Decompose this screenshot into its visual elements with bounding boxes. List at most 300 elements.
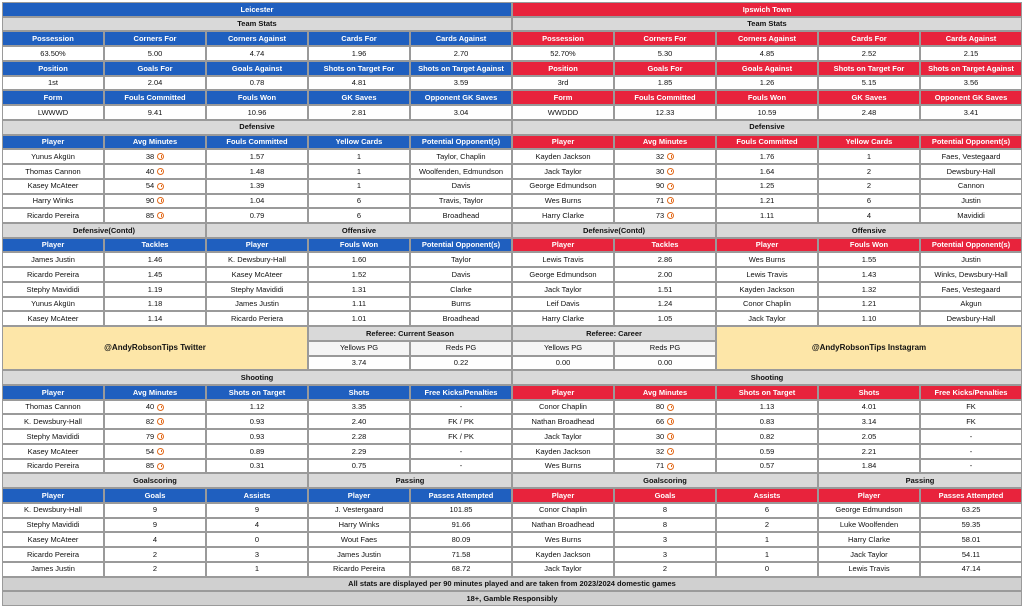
stopwatch-icon [157,183,164,190]
home-goals: 9 [104,518,206,533]
home-shooting-header: Player [2,385,104,400]
away-team-stat-value: 1.85 [614,76,716,91]
away-offensive-opponents: Akgun [920,297,1022,312]
home-team-stat-header: Goals For [104,61,206,76]
away-passing-player: Lewis Travis [818,562,920,577]
home-defcontd-player: Ricardo Pereira [2,267,104,282]
stopwatch-icon [157,448,164,455]
away-shots-on-target: 1.13 [716,400,818,415]
away-fouls-won: 1.32 [818,282,920,297]
home-tackles: 1.14 [104,311,206,326]
away-potential-opponents: Mavididi [920,208,1022,223]
avg-minutes-value: 32 [655,446,665,456]
away-fk-pk: - [920,429,1022,444]
home-passes-attempted: 80.09 [410,532,512,547]
home-goals: 2 [104,547,206,562]
avg-minutes-cell [104,164,206,179]
home-shots-on-target: 0.89 [206,444,308,459]
home-offensive-header: Fouls Won [308,238,410,253]
home-goalscoring-player: James Justin [2,562,104,577]
home-fouls-committed: 0.79 [206,208,308,223]
home-tackles: 1.46 [104,252,206,267]
home-shots-on-target: 0.31 [206,459,308,474]
away-passing-title: Passing [818,473,1022,488]
away-team-stat-value: 3.41 [920,105,1022,120]
home-passing-title: Passing [308,473,512,488]
home-shots: 2.28 [308,429,410,444]
away-assists: 0 [716,562,818,577]
away-team-stat-value: WWDDD [512,105,614,120]
home-team-stat-value: 3.04 [410,105,512,120]
avg-minutes-value: 40 [145,166,155,176]
away-offensive-opponents: Winks, Dewsbury-Hall [920,267,1022,282]
stopwatch-icon [667,153,674,160]
away-assists: 1 [716,547,818,562]
away-shots-on-target: 0.83 [716,414,818,429]
away-team-stat-value: 2.48 [818,105,920,120]
home-team-stat-header: Possession [2,31,104,46]
away-team-stat-header: Cards Against [920,31,1022,46]
home-passes-attempted: 71.58 [410,547,512,562]
home-team-stat-value: 2.81 [308,105,410,120]
avg-minutes-value: 90 [655,181,665,191]
avg-minutes-cell [614,179,716,194]
away-goalscoring-player: Nathan Broadhead [512,518,614,533]
avg-minutes-cell [614,459,716,474]
away-shots-on-target: 0.57 [716,459,818,474]
home-passing-player: Wout Faes [308,532,410,547]
away-defensive-player: Jack Taylor [512,164,614,179]
home-defensive-player: Kasey McAteer [2,179,104,194]
away-team-stat-header: Corners Against [716,31,818,46]
away-yellow-cards: 6 [818,194,920,209]
home-defensive-player: Thomas Cannon [2,164,104,179]
away-potential-opponents: Cannon [920,179,1022,194]
away-shots-on-target: 0.59 [716,444,818,459]
home-potential-opponents: Broadhead [410,208,512,223]
referee-reds-career: 0.00 [614,356,716,371]
home-shots-on-target: 0.93 [206,414,308,429]
home-offensive-title: Offensive [206,223,512,238]
away-shooting-player: Wes Burns [512,459,614,474]
home-team-stat-header: GK Saves [308,90,410,105]
away-defcontd-player: George Edmundson [512,267,614,282]
home-potential-opponents: Taylor, Chaplin [410,149,512,164]
away-passing-header: Passes Attempted [920,488,1022,503]
home-yellow-cards: 6 [308,208,410,223]
home-team-stat-value: LWWWD [2,105,104,120]
stopwatch-icon [667,463,674,470]
away-potential-opponents: Justin [920,194,1022,209]
away-defcontd-header: Player [512,238,614,253]
stopwatch-icon [667,448,674,455]
away-offensive-header: Player [716,238,818,253]
referee-career-title: Referee: Career [512,326,716,341]
home-team-stat-value: 4.74 [206,46,308,61]
home-passes-attempted: 91.66 [410,518,512,533]
away-defensive-header: Player [512,135,614,150]
home-shooting-player: K. Dewsbury-Hall [2,414,104,429]
home-passing-player: J. Vestergaard [308,503,410,518]
away-fouls-won: 1.43 [818,267,920,282]
away-defcontd-header: Tackles [614,238,716,253]
home-offensive-player: K. Dewsbury-Hall [206,252,308,267]
away-fouls-won: 1.21 [818,297,920,312]
away-shots: 3.14 [818,414,920,429]
avg-minutes-cell [104,444,206,459]
home-team-stat-header: Corners Against [206,31,308,46]
home-team-stat-value: 10.96 [206,105,308,120]
away-potential-opponents: Faes, Vestegaard [920,149,1022,164]
home-team-stat-value: 63.50% [2,46,104,61]
away-fouls-committed: 1.21 [716,194,818,209]
away-offensive-opponents: Faes, Vestegaard [920,282,1022,297]
home-shooting-header: Shots [308,385,410,400]
referee-header: Reds PG [614,341,716,356]
home-defensive-player: Yunus Akgün [2,149,104,164]
home-fouls-won: 1.60 [308,252,410,267]
away-offensive-opponents: Dewsbury-Hall [920,311,1022,326]
home-shots: 0.75 [308,459,410,474]
home-team-stats-title: Team Stats [2,17,512,32]
home-fk-pk: - [410,444,512,459]
away-passes-attempted: 63.25 [920,503,1022,518]
home-defensive-player: Harry Winks [2,194,104,209]
home-defensive-contd-title: Defensive(Contd) [2,223,206,238]
home-passing-player: Harry Winks [308,518,410,533]
away-defcontd-player: Harry Clarke [512,311,614,326]
away-defensive-player: Kayden Jackson [512,149,614,164]
away-team-stat-header: Fouls Won [716,90,818,105]
home-potential-opponents: Davis [410,179,512,194]
home-team-stat-header: Position [2,61,104,76]
away-defensive-player: Wes Burns [512,194,614,209]
home-goalscoring-player: Stephy Mavididi [2,518,104,533]
away-goalscoring-player: Conor Chaplin [512,503,614,518]
home-fk-pk: FK / PK [410,414,512,429]
stats-sheet [2,2,1022,606]
away-shooting-player: Nathan Broadhead [512,414,614,429]
away-shooting-player: Kayden Jackson [512,444,614,459]
away-shooting-player: Conor Chaplin [512,400,614,415]
away-goals: 8 [614,518,716,533]
home-goalscoring-player: K. Dewsbury-Hall [2,503,104,518]
away-passing-player: Luke Woolfenden [818,518,920,533]
stopwatch-icon [157,463,164,470]
referee-current-title: Referee: Current Season [308,326,512,341]
away-team-stat-value: 4.85 [716,46,818,61]
home-team-stat-header: Form [2,90,104,105]
home-shots: 2.40 [308,414,410,429]
away-goalscoring-title: Goalscoring [512,473,818,488]
home-goalscoring-title: Goalscoring [2,473,308,488]
gamble-responsibly: 18+, Gamble Responsibly [2,591,1022,606]
home-team-stat-header: Opponent GK Saves [410,90,512,105]
footer-note: All stats are displayed per 90 minutes played and are taken from 2023/2024 domestic games [2,577,1022,592]
avg-minutes-cell [614,149,716,164]
away-tackles: 2.86 [614,252,716,267]
away-tackles: 1.51 [614,282,716,297]
away-team-stat-value: 1.26 [716,76,818,91]
home-team-stat-value: 4.81 [308,76,410,91]
away-defensive-player: Harry Clarke [512,208,614,223]
avg-minutes-cell [614,194,716,209]
home-shooting-player: Thomas Cannon [2,400,104,415]
stopwatch-icon [667,433,674,440]
referee-reds-current: 0.22 [410,356,512,371]
home-potential-opponents: Woolfenden, Edmundson [410,164,512,179]
home-team-stat-header: Corners For [104,31,206,46]
away-potential-opponents: Dewsbury-Hall [920,164,1022,179]
stopwatch-icon [667,183,674,190]
home-assists: 4 [206,518,308,533]
away-team-stat-header: Possession [512,31,614,46]
home-defcontd-player: James Justin [2,252,104,267]
home-goals: 9 [104,503,206,518]
away-yellow-cards: 4 [818,208,920,223]
home-offensive-opponents: Burns [410,297,512,312]
away-team-stat-header: Opponent GK Saves [920,90,1022,105]
home-team-stat-value: 1.96 [308,46,410,61]
away-passing-header: Player [818,488,920,503]
away-tackles: 2.00 [614,267,716,282]
away-fouls-won: 1.55 [818,252,920,267]
away-passes-attempted: 47.14 [920,562,1022,577]
away-passing-player: Harry Clarke [818,532,920,547]
home-shots-on-target: 1.12 [206,400,308,415]
away-team-stat-header: Shots on Target Against [920,61,1022,76]
home-tackles: 1.18 [104,297,206,312]
away-tackles: 1.24 [614,297,716,312]
avg-minutes-cell [104,400,206,415]
home-fk-pk: FK / PK [410,429,512,444]
home-team-stat-value: 2.04 [104,76,206,91]
avg-minutes-value: 85 [145,461,155,471]
away-offensive-player: Lewis Travis [716,267,818,282]
home-shooting-header: Shots on Target [206,385,308,400]
home-fouls-won: 1.11 [308,297,410,312]
stopwatch-icon [667,418,674,425]
away-team-stat-value: 2.15 [920,46,1022,61]
away-defcontd-player: Jack Taylor [512,282,614,297]
home-team-stat-value: 0.78 [206,76,308,91]
avg-minutes-value: 30 [655,431,665,441]
avg-minutes-cell [104,459,206,474]
home-fouls-committed: 1.04 [206,194,308,209]
home-goals: 4 [104,532,206,547]
stopwatch-icon [667,197,674,204]
avg-minutes-value: 82 [145,417,155,427]
avg-minutes-value: 85 [145,210,155,220]
away-team-stat-header: Fouls Committed [614,90,716,105]
home-shooting-player: Kasey McAteer [2,444,104,459]
away-passing-player: Jack Taylor [818,547,920,562]
avg-minutes-cell [614,414,716,429]
home-team-stat-value: 2.70 [410,46,512,61]
avg-minutes-cell [614,164,716,179]
away-assists: 1 [716,532,818,547]
home-defensive-header: Avg Minutes [104,135,206,150]
away-offensive-player: Kayden Jackson [716,282,818,297]
home-defensive-header: Potential Opponent(s) [410,135,512,150]
avg-minutes-value: 71 [655,196,665,206]
away-defensive-header: Yellow Cards [818,135,920,150]
home-defensive-header: Player [2,135,104,150]
stopwatch-icon [667,404,674,411]
away-goalscoring-player: Jack Taylor [512,562,614,577]
home-fouls-won: 1.52 [308,267,410,282]
away-passes-attempted: 54.11 [920,547,1022,562]
home-assists: 3 [206,547,308,562]
away-shots: 1.84 [818,459,920,474]
away-goalscoring-player: Wes Burns [512,532,614,547]
away-offensive-player: Conor Chaplin [716,297,818,312]
away-offensive-player: Jack Taylor [716,311,818,326]
away-fouls-committed: 1.76 [716,149,818,164]
stopwatch-icon [667,168,674,175]
avg-minutes-value: 38 [145,151,155,161]
home-goalscoring-header: Assists [206,488,308,503]
away-team-stat-header: Corners For [614,31,716,46]
home-team-stat-value: 9.41 [104,105,206,120]
stopwatch-icon [157,197,164,204]
away-defensive-title: Defensive [512,120,1022,135]
avg-minutes-value: 40 [145,402,155,412]
home-passes-attempted: 101.85 [410,503,512,518]
away-defensive-player: George Edmundson [512,179,614,194]
home-passing-header: Passes Attempted [410,488,512,503]
home-assists: 9 [206,503,308,518]
away-team-stat-value: 5.15 [818,76,920,91]
avg-minutes-value: 66 [655,417,665,427]
home-fk-pk: - [410,400,512,415]
avg-minutes-cell [104,208,206,223]
away-fouls-committed: 1.25 [716,179,818,194]
stopwatch-icon [157,153,164,160]
away-fk-pk: - [920,444,1022,459]
away-defcontd-player: Leif Davis [512,297,614,312]
away-goals: 3 [614,547,716,562]
home-yellow-cards: 1 [308,179,410,194]
home-offensive-player: James Justin [206,297,308,312]
away-assists: 2 [716,518,818,533]
away-fouls-won: 1.10 [818,311,920,326]
home-yellow-cards: 6 [308,194,410,209]
avg-minutes-cell [614,429,716,444]
home-passing-player: Ricardo Pereira [308,562,410,577]
avg-minutes-value: 71 [655,461,665,471]
away-team-name: Ipswich Town [512,2,1022,17]
avg-minutes-value: 54 [145,181,155,191]
twitter-handle: @AndyRobsonTips Twitter [2,326,308,370]
away-team-stat-header: Cards For [818,31,920,46]
home-assists: 0 [206,532,308,547]
away-shooting-header: Shots [818,385,920,400]
away-offensive-header: Fouls Won [818,238,920,253]
avg-minutes-cell [104,179,206,194]
away-team-stat-value: 3rd [512,76,614,91]
avg-minutes-value: 79 [145,431,155,441]
away-team-stat-header: Goals Against [716,61,818,76]
home-team-stat-header: Cards Against [410,31,512,46]
stopwatch-icon [157,404,164,411]
home-defensive-header: Yellow Cards [308,135,410,150]
referee-yellows-career: 0.00 [512,356,614,371]
home-fouls-won: 1.01 [308,311,410,326]
away-defensive-header: Fouls Committed [716,135,818,150]
home-passes-attempted: 68.72 [410,562,512,577]
stopwatch-icon [157,433,164,440]
home-defcontd-header: Player [2,238,104,253]
home-fk-pk: - [410,459,512,474]
home-goalscoring-player: Kasey McAteer [2,532,104,547]
away-yellow-cards: 1 [818,149,920,164]
avg-minutes-cell [104,429,206,444]
home-team-stat-header: Fouls Won [206,90,308,105]
home-fouls-committed: 1.48 [206,164,308,179]
away-shooting-header: Shots on Target [716,385,818,400]
referee-header: Reds PG [410,341,512,356]
away-yellow-cards: 2 [818,179,920,194]
home-goals: 2 [104,562,206,577]
home-fouls-won: 1.31 [308,282,410,297]
away-goalscoring-player: Kayden Jackson [512,547,614,562]
home-potential-opponents: Travis, Taylor [410,194,512,209]
home-shots: 3.35 [308,400,410,415]
stopwatch-icon [157,168,164,175]
home-tackles: 1.45 [104,267,206,282]
away-goalscoring-header: Goals [614,488,716,503]
home-assists: 1 [206,562,308,577]
home-fouls-committed: 1.39 [206,179,308,194]
away-passes-attempted: 59.35 [920,518,1022,533]
home-tackles: 1.19 [104,282,206,297]
home-shooting-player: Stephy Mavididi [2,429,104,444]
avg-minutes-value: 80 [655,402,665,412]
avg-minutes-cell [104,149,206,164]
away-fk-pk: - [920,459,1022,474]
away-tackles: 1.05 [614,311,716,326]
away-passing-player: George Edmundson [818,503,920,518]
home-fouls-committed: 1.57 [206,149,308,164]
away-defensive-contd-title: Defensive(Contd) [512,223,716,238]
avg-minutes-cell [614,208,716,223]
home-shots: 2.29 [308,444,410,459]
away-shots: 2.05 [818,429,920,444]
home-offensive-opponents: Taylor [410,252,512,267]
home-offensive-player: Kasey McAteer [206,267,308,282]
away-goals: 2 [614,562,716,577]
home-offensive-opponents: Broadhead [410,311,512,326]
away-shooting-player: Jack Taylor [512,429,614,444]
home-defcontd-player: Stephy Mavididi [2,282,104,297]
home-goalscoring-header: Player [2,488,104,503]
away-team-stat-header: Goals For [614,61,716,76]
home-team-stat-header: Shots on Target For [308,61,410,76]
away-defcontd-player: Lewis Travis [512,252,614,267]
instagram-handle: @AndyRobsonTips Instagram [716,326,1022,370]
avg-minutes-value: 73 [655,210,665,220]
home-team-stat-value: 1st [2,76,104,91]
home-offensive-header: Potential Opponent(s) [410,238,512,253]
avg-minutes-value: 54 [145,446,155,456]
away-team-stat-value: 12.33 [614,105,716,120]
home-shooting-player: Ricardo Pereira [2,459,104,474]
away-yellow-cards: 2 [818,164,920,179]
away-offensive-title: Offensive [716,223,1022,238]
away-shooting-header: Player [512,385,614,400]
away-shooting-header: Avg Minutes [614,385,716,400]
